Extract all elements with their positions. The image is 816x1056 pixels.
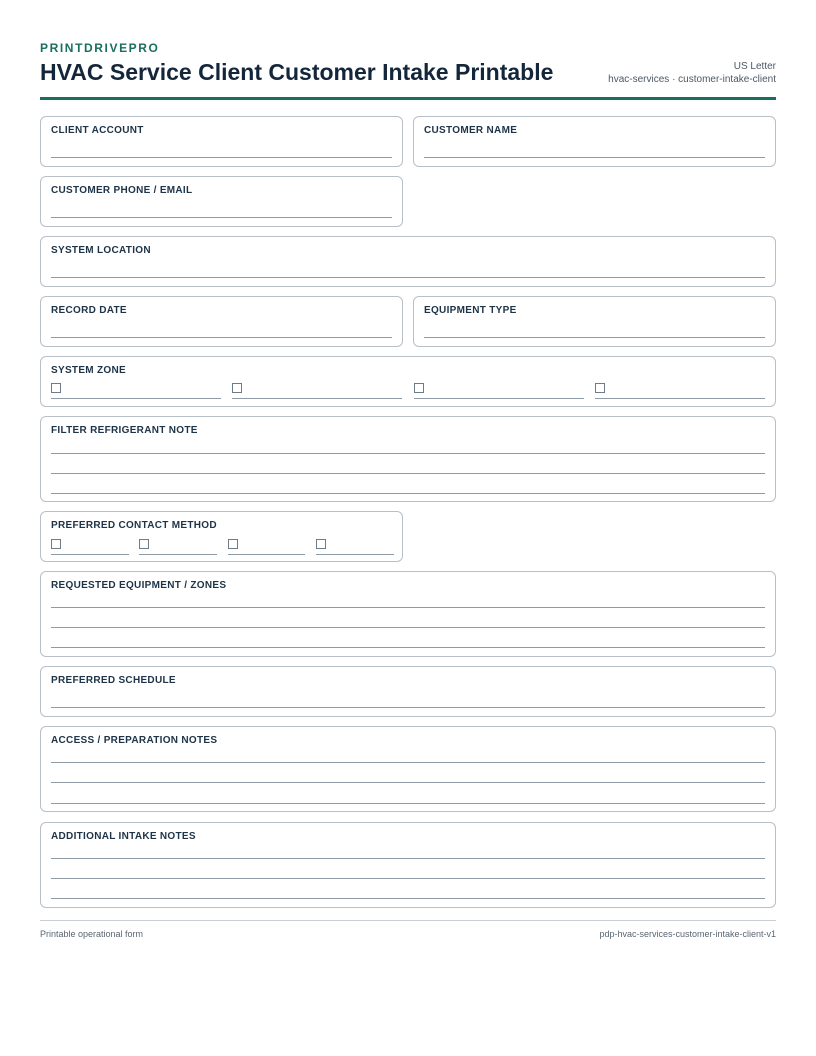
write-line[interactable]: [51, 277, 765, 278]
additional-intake-notes-field[interactable]: [40, 822, 776, 908]
write-line[interactable]: [51, 337, 392, 338]
access-preparation-notes-field[interactable]: [40, 726, 776, 812]
write-line: [595, 398, 765, 399]
contact-option[interactable]: [51, 539, 129, 555]
write-line[interactable]: [51, 803, 765, 804]
field-label: SYSTEM ZONE: [51, 365, 126, 376]
zone-option[interactable]: [51, 383, 221, 399]
footer-rule: [40, 920, 776, 921]
field-label: EQUIPMENT TYPE: [424, 305, 517, 316]
write-line[interactable]: [424, 337, 765, 338]
write-line[interactable]: [51, 627, 765, 628]
contact-option[interactable]: [228, 539, 305, 555]
field-label: RECORD DATE: [51, 305, 127, 316]
write-line[interactable]: [51, 707, 765, 708]
checkbox[interactable]: [51, 383, 61, 393]
footer-left-text: Printable operational form: [40, 929, 144, 939]
write-line: [51, 398, 221, 399]
preferred-schedule-field[interactable]: [40, 666, 776, 717]
write-line[interactable]: [424, 157, 765, 158]
write-line[interactable]: [51, 782, 765, 783]
page-title: HVAC Service Client Customer Intake Printable: [40, 59, 554, 85]
field-label: SYSTEM LOCATION: [51, 245, 151, 256]
field-label: CLIENT ACCOUNT: [51, 125, 144, 136]
write-line[interactable]: [51, 157, 392, 158]
field-label: CUSTOMER PHONE / EMAIL: [51, 185, 193, 196]
write-line[interactable]: [51, 898, 765, 899]
write-line[interactable]: [51, 647, 765, 648]
header-rule: [40, 97, 776, 100]
form-path: hvac-services · customer-intake-client: [608, 74, 776, 85]
contact-option[interactable]: [316, 539, 394, 555]
write-line[interactable]: [51, 473, 765, 474]
checkbox[interactable]: [51, 539, 61, 549]
client-account-field[interactable]: [40, 116, 403, 167]
zone-option[interactable]: [414, 383, 584, 399]
checkbox[interactable]: [414, 383, 424, 393]
write-line[interactable]: [51, 858, 765, 859]
zone-option[interactable]: [232, 383, 402, 399]
write-line[interactable]: [51, 453, 765, 454]
write-line[interactable]: [51, 217, 392, 218]
zone-option[interactable]: [595, 383, 765, 399]
preferred-contact-method-field: [40, 511, 403, 562]
write-line[interactable]: [51, 607, 765, 608]
field-label: ADDITIONAL INTAKE NOTES: [51, 831, 196, 842]
requested-equipment-zones-field[interactable]: [40, 571, 776, 657]
checkbox[interactable]: [228, 539, 238, 549]
footer-form-id: pdp-hvac-services-customer-intake-client-v1: [599, 929, 776, 939]
field-label: FILTER REFRIGERANT NOTE: [51, 425, 198, 436]
write-line: [228, 554, 305, 555]
customer-name-field[interactable]: [413, 116, 776, 167]
checkbox[interactable]: [232, 383, 242, 393]
contact-option[interactable]: [139, 539, 217, 555]
filter-refrigerant-note-field[interactable]: [40, 416, 776, 502]
paper-size: US Letter: [733, 61, 776, 72]
field-label: ACCESS / PREPARATION NOTES: [51, 735, 218, 746]
write-line: [232, 398, 402, 399]
field-label: CUSTOMER NAME: [424, 125, 518, 136]
write-line[interactable]: [51, 878, 765, 879]
write-line[interactable]: [51, 762, 765, 763]
write-line: [414, 398, 584, 399]
brand-name: PRINTDRIVEPRO: [40, 41, 160, 55]
record-date-field[interactable]: [40, 296, 403, 347]
write-line: [51, 554, 129, 555]
equipment-type-field[interactable]: [413, 296, 776, 347]
write-line: [316, 554, 394, 555]
checkbox[interactable]: [595, 383, 605, 393]
customer-phone-email-field[interactable]: [40, 176, 403, 227]
document-meta: [608, 60, 776, 86]
field-label: PREFERRED SCHEDULE: [51, 675, 176, 686]
system-location-field[interactable]: [40, 236, 776, 287]
write-line[interactable]: [51, 493, 765, 494]
checkbox[interactable]: [316, 539, 326, 549]
field-label: REQUESTED EQUIPMENT / ZONES: [51, 580, 227, 591]
checkbox[interactable]: [139, 539, 149, 549]
field-label: PREFERRED CONTACT METHOD: [51, 520, 217, 531]
system-zone-field: [40, 356, 776, 407]
write-line: [139, 554, 217, 555]
